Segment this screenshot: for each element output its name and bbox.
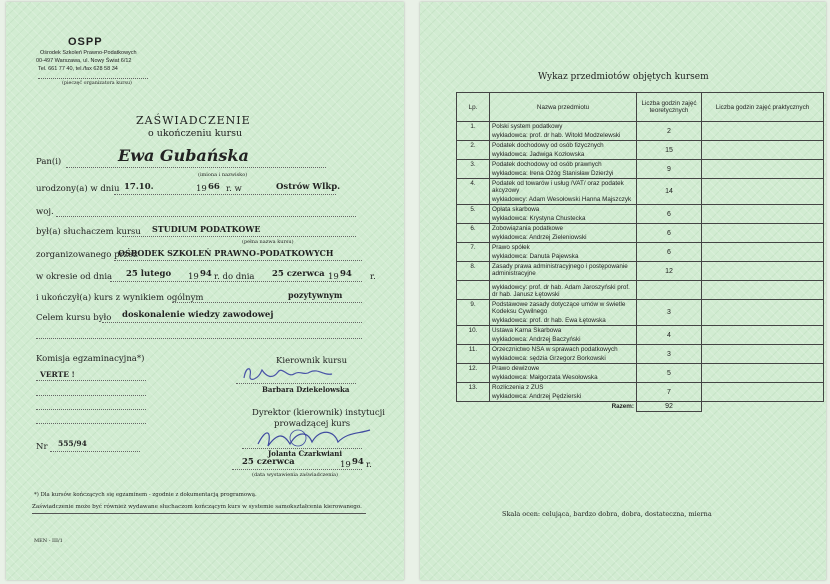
goal-line-2	[36, 338, 362, 339]
row-practice-hours	[702, 281, 824, 300]
row-practice-hours	[702, 300, 824, 326]
was-label: był(a) słuchaczem kursu	[36, 227, 141, 237]
issue-year: 94	[352, 457, 364, 467]
row-lecturer: wykładowca: Irena Ożóg Stanisław Dzierżyi	[492, 170, 614, 177]
row-practice-hours	[702, 364, 824, 383]
note-line	[32, 513, 366, 514]
holder-name: Ewa Gubańska	[118, 146, 249, 165]
commission-line-3	[36, 409, 146, 410]
row-theory-hours: 15	[637, 141, 702, 160]
row-practice-hours	[702, 345, 824, 364]
voiv-label: woj.	[36, 207, 54, 217]
row-lp: 5.	[457, 205, 490, 224]
row-subject-cell	[490, 205, 637, 224]
row-lecturer: wykładowca: prof. dr hab. Witold Modzelewski	[492, 132, 621, 139]
issue-year-prefix: 19	[340, 460, 351, 470]
row-lp: 9.	[457, 300, 490, 326]
row-practice-hours	[702, 205, 824, 224]
commission-line-1	[36, 380, 146, 381]
header-theory: Liczba godzin zajęć teoretycznych	[637, 93, 702, 122]
row-subject: Prawo spółek	[492, 244, 530, 251]
row-subject-cell	[490, 243, 637, 262]
period-label: w okresie od dnia	[36, 272, 113, 282]
table-row	[457, 205, 824, 224]
director-label-1: Dyrektor (kierownik) instytucji	[252, 408, 385, 418]
row-practice-hours	[702, 383, 824, 402]
year-prefix-1: 19	[188, 272, 199, 282]
row-practice-hours	[702, 224, 824, 243]
date-from: 25 lutego	[126, 269, 172, 279]
row-subject-cell	[490, 345, 637, 364]
row-practice-hours	[702, 262, 824, 281]
head-line	[236, 383, 356, 384]
row-subject-cell	[490, 300, 637, 326]
row-lecturer: wykładowca: sędzia Grzegorz Borkowski	[492, 355, 606, 362]
commission-line-2	[36, 395, 146, 396]
table-row	[457, 300, 824, 326]
row-theory-hours: 3	[637, 300, 702, 326]
row-theory-hours: 12	[637, 262, 702, 281]
row-practice-hours	[702, 326, 824, 345]
table-row	[457, 224, 824, 243]
row-lecturer: wykładowcy: prof. dr hab. Adam Jaroszyński prof. dr hab. Janusz Łętowski	[492, 284, 630, 298]
born-date: 17.10.	[124, 182, 154, 192]
goal-line	[102, 322, 362, 323]
row-theory-hours: 3	[637, 345, 702, 364]
row-lp: 4.	[457, 179, 490, 205]
verte: VERTE !	[40, 370, 75, 379]
goal-label: Celem kursu było	[36, 313, 112, 323]
row-subject-cell	[490, 326, 637, 345]
row-subject: Polski system podatkowy	[492, 123, 563, 130]
born-year-prefix: 19	[196, 184, 207, 194]
born-year: 66	[208, 182, 220, 192]
row-theory-hours: 6	[637, 243, 702, 262]
org-logo: OSPP	[68, 36, 103, 48]
table-row	[457, 179, 824, 205]
row-lp: 6.	[457, 224, 490, 243]
row-practice-hours	[702, 141, 824, 160]
row-subject-cell	[490, 262, 637, 281]
row-subject-cell	[490, 141, 637, 160]
subjects-table	[456, 92, 824, 412]
row-lecturer: wykładowcy: Adam Wesołowski Hanna Majszczyk	[492, 196, 632, 203]
row-lp: 7.	[457, 243, 490, 262]
row-lp: 12.	[457, 364, 490, 383]
row-lecturer: wykładowca: Danuta Pajewska	[492, 253, 579, 260]
name-caption: (imiona i nazwisko)	[198, 172, 248, 178]
name-line	[66, 167, 326, 168]
year-to: 94	[340, 269, 352, 279]
table-row	[457, 262, 824, 281]
row-theory-hours: 9	[637, 160, 702, 179]
footnote: *) Dla kursów kończących się egzaminem - zgodnie z dokumentacją programową.	[34, 492, 257, 498]
course-line	[122, 236, 356, 237]
row-subject-cell	[490, 224, 637, 243]
table-row	[457, 326, 824, 345]
row-practice-hours	[702, 122, 824, 141]
certificate-title: ZAŚWIADCZENIE	[136, 114, 251, 127]
stamp-line	[38, 78, 148, 79]
row-theory-hours: 7	[637, 383, 702, 402]
row-subject-cell	[490, 160, 637, 179]
born-rw: r. w	[226, 184, 242, 194]
form-code: MEN - III/1	[34, 538, 63, 544]
director-name: Jolanta Czarkwiani	[268, 449, 343, 458]
organizer-line	[114, 260, 362, 261]
commission-label: Komisja egzaminacyjna*)	[36, 354, 145, 364]
table-row	[457, 345, 824, 364]
row-lecturer: wykładowca: Andrzej Baczyński	[492, 336, 581, 343]
director-label-2: prowadzącej kurs	[274, 419, 351, 429]
course-caption: (pełna nazwa kursu)	[242, 239, 294, 245]
row-subject-cell	[490, 281, 637, 300]
row-lecturer: wykładowca: Krystyna Chustecka	[492, 215, 586, 222]
org-phone: Tel. 661 77 40, tel./fax 628 58 34	[38, 66, 118, 72]
row-subject: Podstawowe zasady dotyczące umów w świetle Kodeksu Cywilnego	[492, 301, 626, 315]
certificate-page	[6, 2, 404, 580]
row-subject: Podatek dochodowy od osób prawnych	[492, 161, 602, 168]
result-label: i ukończył(a) kurs z wynikiem ogólnym	[36, 293, 204, 303]
org-address: 00-497 Warszawa, ul. Nowy Świat 6/12	[36, 58, 132, 64]
row-lp	[457, 281, 490, 300]
row-theory-hours: 5	[637, 364, 702, 383]
goal: doskonalenie wiedzy zawodowej	[122, 310, 274, 320]
voiv-line	[56, 216, 356, 217]
table-row	[457, 281, 824, 300]
row-lp: 13.	[457, 383, 490, 402]
row-subject-cell	[490, 364, 637, 383]
row-subject: Prawo dewizowe	[492, 365, 540, 372]
organized-label: zorganizowanego przez	[36, 250, 138, 260]
row-lecturer: wykładowca: Małgorzata Wesołowska	[492, 374, 598, 381]
table-row	[457, 383, 824, 402]
year-prefix-2: 19	[328, 272, 339, 282]
total-label: Razem:	[611, 403, 634, 410]
org-name: Ośrodek Szkoleń Prawno-Podatkowych	[40, 50, 137, 56]
born-label: urodzony(a) w dniu	[36, 184, 120, 194]
row-subject: Orzecznictwo NSA w sprawach podatkowych	[492, 346, 618, 353]
row-lp: 3.	[457, 160, 490, 179]
row-subject: Podatek dochodowy od osób fizycznych	[492, 142, 604, 149]
head-label: Kierownik kursu	[276, 356, 348, 366]
issue-r: r.	[366, 460, 372, 470]
header-name: Nazwa przedmiotu	[490, 93, 637, 122]
born-line	[114, 194, 336, 195]
row-practice-hours	[702, 243, 824, 262]
row-subject-cell	[490, 179, 637, 205]
row-lecturer: wykładowca: prof. dr hab. Ewa Łętowska	[492, 317, 606, 324]
result: pozytywnym	[288, 290, 343, 300]
row-theory-hours: 2	[637, 122, 702, 141]
issue-date: 25 czerwca	[242, 457, 295, 467]
issue-caption: (data wystawienia zaświadczenia)	[252, 472, 338, 478]
table-row	[457, 160, 824, 179]
row-subject: Ustawa Karna Skarbowa	[492, 327, 562, 334]
pan-label: Pan(i)	[36, 157, 62, 167]
header-practice: Liczba godzin zajęć praktycznych	[702, 93, 824, 122]
commission-line-4	[36, 423, 146, 424]
certificate-subtitle: o ukończeniu kursu	[148, 128, 243, 139]
stamp-caption: (pieczęć organizatora kursu)	[62, 81, 132, 86]
certificate-number: 555/94	[58, 439, 87, 448]
result-line	[172, 302, 362, 303]
row-lp: 10.	[457, 326, 490, 345]
year-from: 94	[200, 269, 212, 279]
row-lecturer: wykładowca: Andrzej Zieleniowski	[492, 234, 587, 241]
row-subject: Podatek od towarów i usług /VAT/ oraz podatek akcyzowy	[492, 180, 624, 194]
row-subject: Zasady prawa administracyjnego i postępowanie administracyjne	[492, 263, 628, 277]
subjects-body	[457, 122, 824, 402]
row-theory-hours: 6	[637, 224, 702, 243]
subjects-title: Wykaz przedmiotów objętych kursem	[538, 72, 709, 82]
total-row	[457, 402, 824, 412]
table-row	[457, 122, 824, 141]
subjects-page	[420, 2, 826, 580]
row-lecturer: wykładowca: Andrzej Pędzierski	[492, 393, 582, 400]
note: Zaświadczenie może być również wydawane słuchaczom kończącym kurs w systemie samokształcenia kierowanego.	[32, 504, 362, 510]
row-lp: 2.	[457, 141, 490, 160]
number-label: Nr	[36, 442, 48, 452]
row-theory-hours: 6	[637, 205, 702, 224]
head-name: Barbara Dziekelowska	[262, 385, 350, 394]
row-theory-hours: 14	[637, 179, 702, 205]
row-practice-hours	[702, 160, 824, 179]
row-theory-hours: 4	[637, 326, 702, 345]
number-line	[50, 451, 140, 452]
row-practice-hours	[702, 179, 824, 205]
row-subject: Zobowiązania podatkowe	[492, 225, 564, 232]
row-lp: 11.	[457, 345, 490, 364]
grading-scale: Skala ocen: celująca, bardzo dobra, dobra, dostateczna, mierna	[502, 510, 712, 518]
row-subject-cell	[490, 122, 637, 141]
row-lp: 1.	[457, 122, 490, 141]
row-subject: Opłata skarbowa	[492, 206, 540, 213]
table-row	[457, 243, 824, 262]
course-name: STUDIUM PODATKOWE	[152, 224, 261, 234]
row-lecturer: wykładowca: Jadwiga Kozłowska	[492, 151, 585, 158]
r-label: r.	[370, 272, 376, 282]
table-row	[457, 141, 824, 160]
header-lp: Lp.	[457, 93, 490, 122]
table-header-row	[457, 93, 824, 122]
row-theory-hours	[637, 281, 702, 300]
total-value: 92	[637, 402, 702, 412]
table-row	[457, 364, 824, 383]
date-to: 25 czerwca	[272, 269, 325, 279]
to-label: r. do dnia	[214, 272, 255, 282]
organizer: OŚRODEK SZKOLEŃ PRAWNO-PODATKOWYCH	[118, 248, 334, 258]
row-subject: Rozliczenia z ZUS	[492, 384, 544, 391]
row-lp: 8.	[457, 262, 490, 281]
born-place: Ostrów Wlkp.	[276, 182, 341, 192]
row-subject-cell	[490, 383, 637, 402]
